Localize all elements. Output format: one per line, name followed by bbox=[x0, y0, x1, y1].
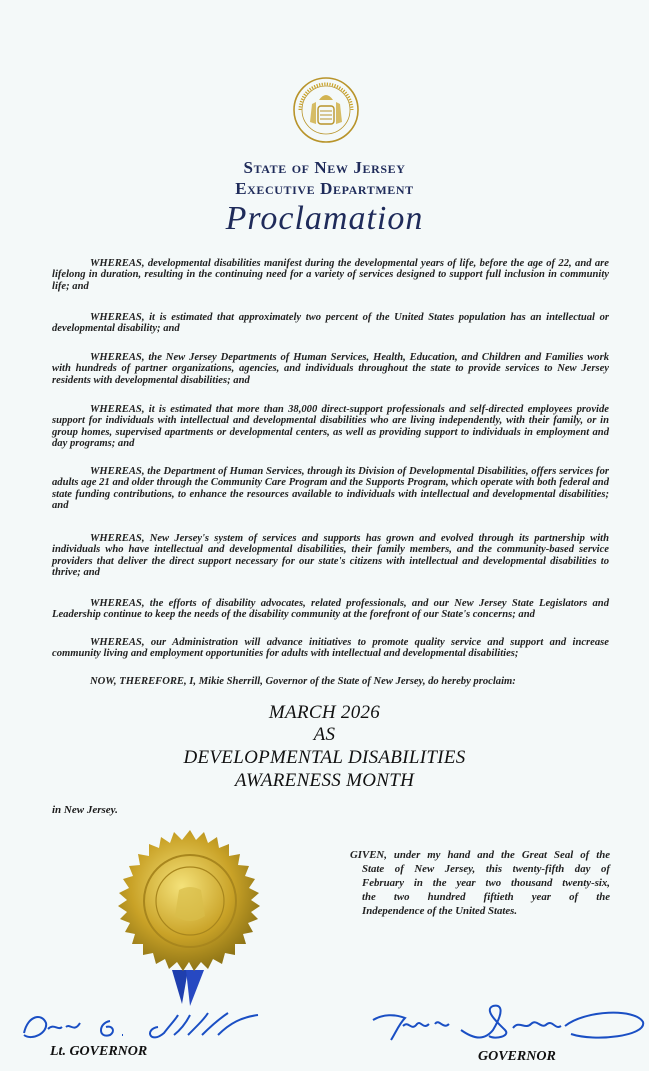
gold-seal-icon bbox=[115, 828, 265, 978]
governor-label: GOVERNOR bbox=[478, 1049, 556, 1064]
whereas-paragraph: WHEREAS, the New Jersey Departments of Human Services, Health, Education, and Children and Families work with hundreds of partner organizations, agencies, and individuals throughout the state to provide services to New Jersey residents with developmental disabilities; and bbox=[52, 352, 609, 386]
therefore-paragraph: NOW, THEREFORE, I, Mikie Sherrill, Governor of the State of New Jersey, do hereby proclaim: bbox=[90, 676, 516, 687]
lt-governor-signature bbox=[18, 1005, 268, 1047]
whereas-paragraph: WHEREAS, it is estimated that approximately two percent of the United States population has an intellectual or developmental disability; and bbox=[52, 312, 609, 335]
governor-signature bbox=[365, 1000, 649, 1050]
whereas-paragraph: WHEREAS, the Department of Human Services, through its Division of Developmental Disabilities, offers services for adults age 21 and older through the Community Care Program and the Supports Program, which operate with both federal and state funding contributions, to enhance the resources available to individuals with intellectual and developmental disabilities; and bbox=[52, 466, 609, 511]
proclamation-title: Proclamation bbox=[225, 200, 424, 237]
lt-governor-label: Lt. GOVERNOR bbox=[50, 1044, 148, 1059]
whereas-paragraph: WHEREAS, developmental disabilities manifest during the developmental years of life, before the age of 22, and are lifelong in duration, resulting in the continuing need for a variety of services designed to support full inclusion in community life; and bbox=[52, 258, 609, 292]
department-heading: Executive Department bbox=[235, 179, 414, 198]
whereas-paragraph: WHEREAS, our Administration will advance initiatives to promote quality service and support and increase community living and employment opportunities for adults with intellectual and developmental disabilities; bbox=[52, 637, 609, 660]
whereas-paragraph: WHEREAS, it is estimated that more than 38,000 direct-support professionals and self-directed employees provide support for individuals with intellectual and developmental disabilities who are living independently, with their family, or in group homes, supervised apartments or developmental centers, as well as providing support to individuals in employment and day programs; and bbox=[52, 404, 609, 449]
given-clause: GIVEN, under my hand and the Great Seal of the State of New Jersey, this twenty-fifth day of February in the year two thousand twenty-six, the two hundred fiftieth year of the Independence of the United States. bbox=[350, 849, 610, 917]
whereas-paragraph: WHEREAS, the efforts of disability advocates, related professionals, and our New Jersey State Legislators and Leadership continue to keep the needs of the disability community at the forefront of our State's concerns; and bbox=[52, 598, 609, 621]
state-heading: State of New Jersey bbox=[243, 158, 406, 177]
proclamation-subject-2: AWARENESS MONTH bbox=[234, 770, 415, 791]
whereas-paragraph: WHEREAS, New Jersey's system of services and supports has grown and evolved through its partnership with individuals who have intellectual and developmental disabilities, their family members, and the community-based service providers that deliver the direct support necessary for our state's citizens with intellectual and developmental disabilities to thrive; and bbox=[52, 533, 609, 578]
closing-phrase: in New Jersey. bbox=[52, 804, 118, 816]
great-seal-icon bbox=[292, 76, 360, 144]
proclamation-month: MARCH 2026 bbox=[268, 702, 381, 723]
proclamation-as: AS bbox=[313, 724, 336, 745]
proclamation-subject: DEVELOPMENTAL DISABILITIES bbox=[183, 747, 466, 768]
